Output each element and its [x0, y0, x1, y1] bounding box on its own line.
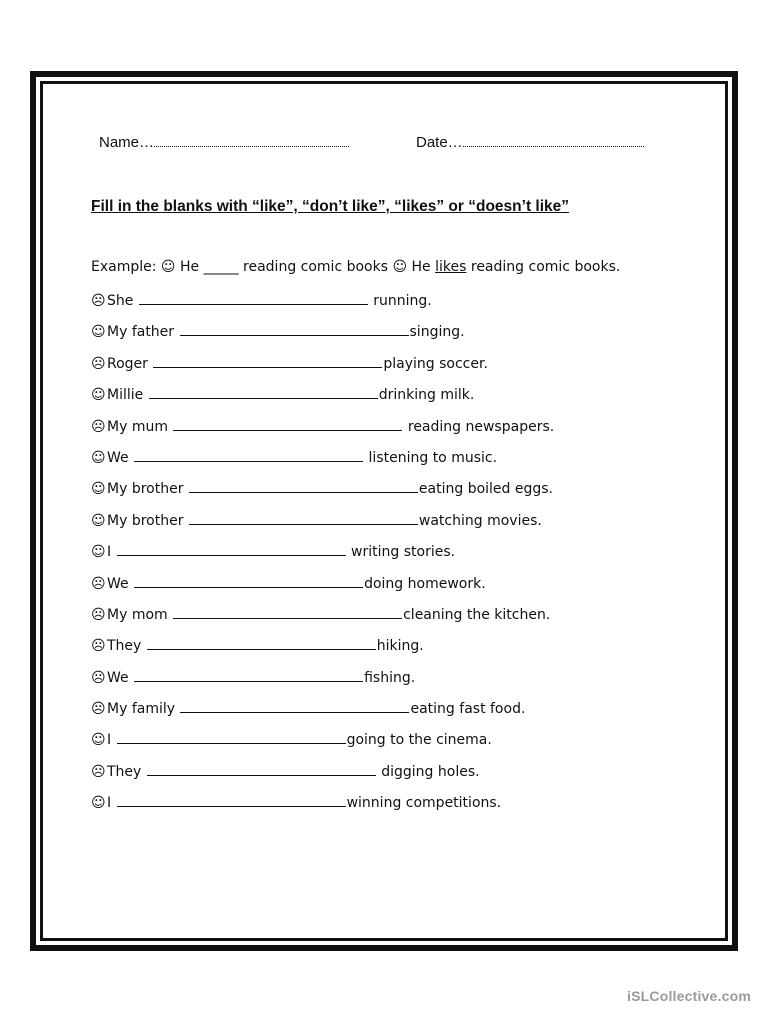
exercise-subject: They — [107, 763, 142, 780]
answer-blank[interactable] — [134, 667, 363, 682]
exercise-subject: Roger — [107, 355, 148, 372]
frowny-icon: ☹ — [91, 293, 106, 309]
exercise-item — [91, 667, 554, 698]
answer-blank[interactable] — [180, 698, 409, 713]
smiley-icon: ☺ — [91, 481, 106, 498]
name-label: Name… — [99, 134, 155, 151]
exercise-item — [91, 321, 554, 352]
answer-blank[interactable] — [189, 478, 418, 493]
answer-blank[interactable] — [147, 761, 376, 776]
example-blank: _____ — [203, 259, 239, 275]
frowny-icon: ☹ — [91, 763, 106, 780]
exercise-item — [91, 510, 554, 541]
exercise-item — [91, 478, 554, 509]
exercise-list — [91, 290, 554, 824]
example-subject: He — [179, 259, 200, 275]
exercise-item — [91, 729, 554, 760]
exercise-rest: playing soccer. — [383, 355, 488, 372]
smiley-icon: ☺ — [91, 387, 106, 404]
exercise-item — [91, 541, 554, 572]
answer-blank[interactable] — [180, 321, 409, 336]
exercise-rest: watching movies. — [418, 512, 542, 529]
exercise-subject: My mum — [107, 418, 168, 435]
exercise-item — [91, 761, 554, 792]
answer-blank[interactable] — [149, 384, 378, 399]
exercise-rest: writing stories. — [346, 544, 456, 561]
watermark: iSLCollective.com — [627, 988, 751, 1004]
exercise-item — [91, 573, 554, 604]
exercise-item — [91, 792, 554, 823]
exercise-rest: going to the cinema. — [346, 732, 492, 749]
example-line — [91, 259, 620, 275]
smiley-icon: ☺ — [392, 259, 408, 275]
exercise-item — [91, 635, 554, 666]
date-dotted-line — [463, 136, 644, 147]
exercise-rest: eating boiled eggs. — [418, 481, 553, 498]
smiley-icon: ☺ — [160, 259, 176, 275]
exercise-subject: I — [107, 544, 112, 561]
exercise-subject: My brother — [107, 512, 184, 529]
answer-blank[interactable] — [173, 604, 402, 619]
exercise-item — [91, 604, 554, 635]
exercise-subject: I — [107, 732, 112, 749]
name-field[interactable] — [99, 134, 349, 151]
frowny-icon: ☹ — [91, 701, 106, 718]
answer-blank[interactable] — [134, 573, 363, 588]
frowny-icon: ☹ — [91, 638, 106, 655]
frowny-icon: ☹ — [91, 355, 106, 372]
exercise-rest: fishing. — [364, 669, 416, 686]
exercise-item — [91, 698, 554, 729]
answer-blank[interactable] — [134, 447, 363, 462]
smiley-icon: ☺ — [91, 449, 106, 466]
answer-blank[interactable] — [153, 353, 382, 368]
exercise-subject: My father — [107, 324, 175, 341]
exercise-subject: We — [107, 669, 129, 686]
exercise-subject: My family — [107, 701, 176, 718]
exercise-rest: drinking milk. — [378, 387, 475, 404]
example-answer-rest: reading comic books. — [470, 259, 621, 275]
answer-blank[interactable] — [117, 792, 346, 807]
exercise-rest: listening to music. — [364, 449, 498, 466]
smiley-icon: ☺ — [91, 512, 106, 529]
exercise-rest: doing homework. — [364, 575, 486, 592]
exercise-subject: We — [107, 575, 129, 592]
answer-blank[interactable] — [139, 290, 368, 305]
smiley-icon: ☺ — [91, 795, 106, 812]
exercise-subject: She — [107, 293, 134, 309]
exercise-rest: eating fast food. — [410, 701, 526, 718]
exercise-item — [91, 353, 554, 384]
exercise-item — [91, 384, 554, 415]
example-label: Example: — [91, 259, 157, 275]
date-field[interactable] — [416, 134, 644, 151]
smiley-icon: ☺ — [91, 544, 106, 561]
exercise-subject: We — [107, 449, 129, 466]
smiley-icon: ☺ — [91, 732, 106, 749]
frowny-icon: ☹ — [91, 575, 106, 592]
answer-blank[interactable] — [147, 635, 376, 650]
exercise-subject: My brother — [107, 481, 184, 498]
exercise-item — [91, 290, 554, 321]
answer-blank[interactable] — [117, 729, 346, 744]
worksheet-title: Fill in the blanks with “like”, “don’t like”, “likes” or “doesn’t like” — [91, 198, 570, 215]
exercise-rest: digging holes. — [376, 763, 480, 780]
example-rest: reading comic books — [243, 259, 389, 275]
exercise-item — [91, 416, 554, 447]
exercise-subject: My mom — [107, 606, 168, 623]
answer-blank[interactable] — [189, 510, 418, 525]
answer-blank[interactable] — [173, 416, 402, 431]
exercise-rest: cleaning the kitchen. — [403, 606, 551, 623]
exercise-subject: I — [107, 795, 112, 812]
frowny-icon: ☹ — [91, 669, 106, 686]
exercise-rest: winning competitions. — [346, 795, 502, 812]
name-dotted-line — [154, 136, 349, 147]
example-answer-subject: He — [411, 259, 431, 275]
exercise-subject: They — [107, 638, 142, 655]
frowny-icon: ☹ — [91, 418, 106, 435]
answer-blank[interactable] — [117, 541, 346, 556]
exercise-rest: running. — [368, 293, 432, 309]
exercise-item — [91, 447, 554, 478]
date-label: Date… — [416, 134, 463, 151]
exercise-subject: Millie — [107, 387, 144, 404]
exercise-rest: singing. — [409, 324, 465, 341]
exercise-rest: hiking. — [376, 638, 424, 655]
exercise-rest: reading newspapers. — [403, 418, 555, 435]
frowny-icon: ☹ — [91, 606, 106, 623]
smiley-icon: ☺ — [91, 324, 106, 341]
example-answer-word: likes — [435, 259, 467, 275]
